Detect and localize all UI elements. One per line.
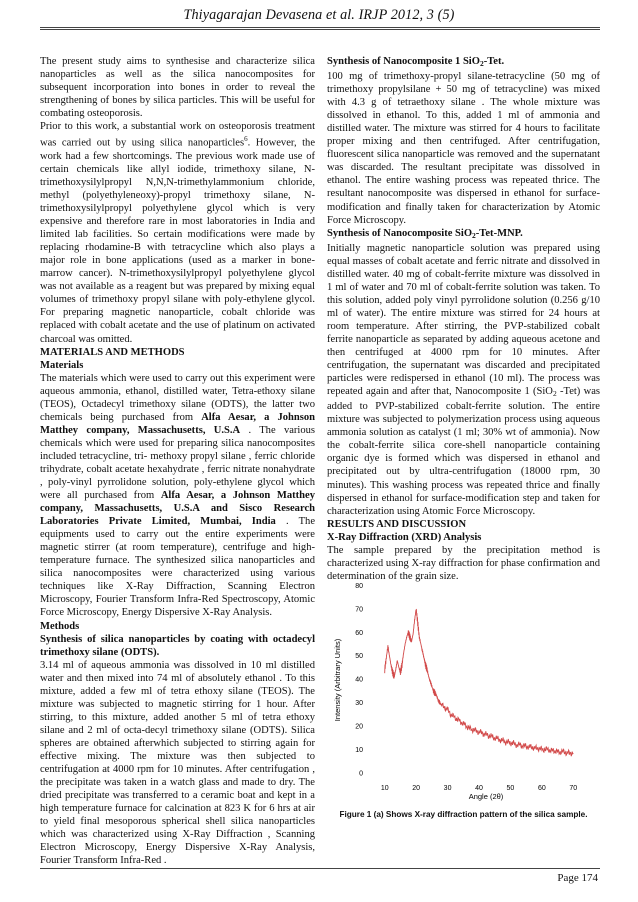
- running-header: Thiyagarajan Devasena et al. IRJP 2012, 3 (5): [183, 7, 455, 23]
- nanocomposite-1-heading: Synthesis of Nanocomposite 1 SiO$_2$-Tet.: [327, 56, 505, 68]
- page-number: Page 174: [557, 872, 598, 884]
- left-column: [40, 55, 315, 867]
- series-line: [385, 610, 574, 757]
- reference-marker: 6: [244, 135, 248, 144]
- nanocomposite-mnp-heading: Synthesis of Nanocomposite SiO$_2$-Tet-MNP.: [327, 227, 523, 240]
- odts-heading: Synthesis of silica nanoparticles by coating with octadecyl trimethoxy silane (ODTS).: [40, 633, 315, 658]
- y-tick-label: 20: [355, 723, 363, 731]
- materials-heading: Materials: [40, 359, 84, 371]
- y-tick-label: 60: [355, 629, 363, 637]
- x-tick-label: 50: [506, 785, 515, 792]
- y-tick-label: 0: [359, 770, 363, 778]
- header-rule: [40, 27, 600, 28]
- nanocomposite-mnp-paragraph: Initially magnetic nanoparticle solution was prepared using equal masses of cobalt acetate and ferric nitrate and dissolved in distilled water. 40 mg of cobalt-ferrite mixture was dissolved in 1 ml of water and 70 ml of cobalt-ferrite solution was taken. To this solution, added poly vinyl pyrrolidone solution (0.256 g/10 ml of water). The entire mixture was stirred for 24 hours at room temperature. After stirring, the PVP-stabilized cobalt ferrite nanoparticle as separated by adding aqueous acetone and then centrifuged at 4000 rpm for 10 minutes. After centrifugation, the supernatant was discarded and precipitated particles were redispersed in ethanol (10 ml). The process was repeated again and after that, Nanocomposite 1 (SiO$_2$ -Tet) was added to PVP-stabilized cobalt-ferrite solution. The entire mixture was subjected to polymerization process using aqueous ammonia solution as catalyst (1 ml; 30% wt of ammonia). Now the cobalt-ferrite silica core-shell nanoparticle containing organic dye is formed which was dispersed in ethanol and precipitated out by ultra-centrifugation (18000 rpm, 30 minutes). This washing process was repeated thrice and finally dispersed in ethanol for surface-modification step and taken for characterization using Atomic Force Microscopy.: [327, 242, 600, 517]
- x-tick-label: 70: [569, 785, 578, 792]
- methods-heading: Methods: [40, 620, 80, 632]
- nanocomposite-1-paragraph: 100 mg of trimethoxy-propyl silane-tetracycline (50 mg of trimethoxy propylsilane + 50 mg of tetracycline) was mixed with 4.3 g of tetraethoxy silane . The whole mixture was dissolved in ethanol. To this, added 1 ml of ammonia and distilled water. The mixture was stirred for 4 hours to facilitate proper mixing and then centrifuged. After centrifugation, fluorescent silica nanoparticle was removed and the supernatant was discarded. The resultant precipitate was dissolved in ethanol. The entire washing process was repeated thrice. The resultant nanocomposite was dispersed in ethanol for surface-modification and finally taken for characterization by Atomic Force Microscopy.: [327, 71, 600, 226]
- supplier-name: Alfa Aesar, a Johnson Matthey company, Massachusetts, U.S.A: [40, 411, 316, 436]
- x-tick-label: 10: [380, 785, 389, 792]
- supplier-name-2: Alfa Aesar, a Johnson Matthey company, Massachusetts, U.S.A and Sisco Research Laboratories Private Limited, Mumbai, India: [40, 490, 315, 528]
- results-heading: RESULTS AND DISCUSSION: [327, 518, 467, 530]
- y-tick-label: 50: [355, 653, 363, 661]
- odts-paragraph: 3.14 ml of aqueous ammonia was dissolved in 10 ml distilled water and then mixed into 74 ml of absolutely ethanol . To this mixture, added a few ml of tetra ethoxy silane (TEOS). The mixture was subjected to magnetic stirring for 1 hour. After stirring, to this mixture, added another 5 ml of tetra ethoxy silane and 2 ml of octa-decyl trimethoxy silane (ODTS). Silica spheres are obtained afterwhich subjected to stirring again for effective mixing. The mixture was then subjected to centrifugation at 4000 rpm for 10 minutes. After centrifugation , the precipitate was taken in a watch glass and made to dry. The dried precipitate was transferred to a ceramic boat and kept in a high temperature furnace for calcination at 823 K for 6 hrs at air to yield final mesoporous spherical shell silica nanoparticles which was characterized using X-Ray Diffraction , Scanning Electron Microscopy, Energy Dispersive X-Ray Analysis, Fourier Transform Infra-Red .: [40, 659, 315, 867]
- y-tick-label: 80: [355, 582, 363, 590]
- xrd-heading: X-Ray Diffraction (XRD) Analysis: [327, 531, 482, 543]
- xrd-paragraph: The sample prepared by the precipitation method is characterized using X-ray diffraction for phase confirmation and determination of the grain size.: [327, 544, 600, 582]
- right-column: [327, 55, 600, 583]
- y-tick-label: 40: [355, 676, 363, 684]
- x-tick-label: 60: [537, 785, 546, 792]
- y-axis-label: Intensity (Arbitrary Units): [333, 638, 342, 722]
- intro-paragraph: The present study aims to synthesise and characterize silica nanoparticles as well as the silica nanocomposites for subsequent incorporation into bones in order to reveal the strengthening of bones by silica particles. This will be useful for combating osteoporosis.: [40, 56, 315, 120]
- materials-methods-heading: MATERIALS AND METHODS: [40, 346, 185, 358]
- x-tick-label: 40: [475, 785, 483, 792]
- y-tick-label: 30: [355, 700, 363, 708]
- prior-work-paragraph: Prior to this work, a substantial work on osteoporosis treatment was carried out by using silica nanoparticles$^6$. However, the work had a few shortcomings. The previous work made use of certain chemicals like allyl iodide, trimethoxy silane, N-trimethoxysilylpropyl N,N,N-trimethylammonium chloride, methyl (polyethyleneoxy)-propyl trimethoxy silane, N-trimethoxysilylpropyl polyethylene glycol which is very expensive and therefore rare in most laboratories in India and limited lab facilities. So certain modifications were made by replacing rhodamine-B with tetracycline which also plays a major role in bone applications (used as a marker in bone-marrow cancer). N-trimethoxysilylpropyl polyethylene glycol was not available as a reagent but was prepared by mixing equal volumes of trimethoxy propyl silane with poly-ethylene glycol. For preparing magnetic nanoparticle, cobalt chloride was replaced with cobalt acetate and the use of platinum on activated charcoal was omitted.: [40, 121, 316, 345]
- header-rule-double: [40, 29, 600, 30]
- x-axis-label: Angle (2θ): [468, 792, 504, 801]
- materials-paragraph: The materials which were used to carry out this experiment were aqueous ammonia, ethanol, distilled water, Tetra-ethoxy silane (TEOS), Octadecyl trimethoxy silane (ODTS), the latter two chemicals being purchased from Alfa Aesar, a Johnson Matthey company, Massachusetts, U.S.A . The various chemicals which were used for preparing silica nanocomposites included tetracycline, tri- methoxy propyl silane , ferric chloride trihydrate, cobalt acetate hexahydrate , ferric nitrate nonahydrate , poly-vinyl pyrrolidone solution, poly-ethylene glycol which were all purchased from Alfa Aesar, a Johnson Matthey company, Massachusetts, U.S.A and Sisco Research Laboratories Private Limited, Mumbai, India . The equipments used to carry out the entire experiments were magnetic stirrer (at room temperature), centrifuge and high-temperature furnace. The synthesized silica nanoparticles and silica nanocomposites were characterized using various techniques like X-Ray Diffraction, Scanning Electron Microscopy, Fourier Transform Infra-Red Spectroscopy, Atomic Force Microscopy, Energy Dispersive X-Ray Analysis.: [40, 372, 316, 619]
- footer-rule: [40, 868, 600, 869]
- figure-caption: Figure 1 (a) Shows X-ray diffraction pattern of the silica sample.: [339, 810, 588, 819]
- y-tick-label: 10: [355, 747, 363, 755]
- x-tick-label: 20: [412, 785, 421, 792]
- xrd-figure: [327, 568, 600, 808]
- x-tick-label: 30: [443, 785, 452, 792]
- xrd-chart: [327, 568, 600, 808]
- y-tick-label: 70: [355, 606, 363, 614]
